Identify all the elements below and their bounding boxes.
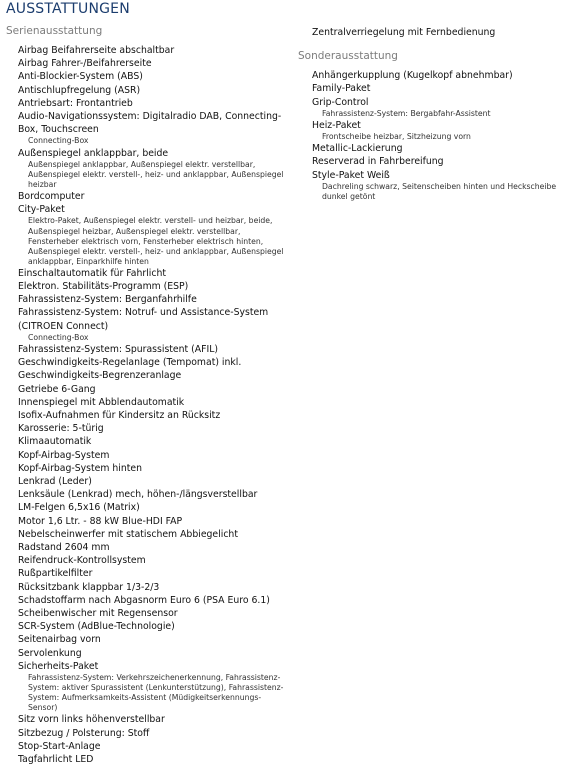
equipment-item-detail: Dachreling schwarz, Seitenscheiben hinten und Heckscheibe dunkel getönt (322, 181, 557, 201)
equipment-item: Lenkrad (Leder) (18, 476, 92, 488)
section-heading-standard: Serienausstattung (6, 25, 103, 37)
equipment-item-detail: Frontscheibe heizbar, Sitzheizung vorn (322, 132, 471, 142)
standard-equipment-list-continued (298, 26, 570, 39)
page-title: AUSSTATTUNGEN (6, 1, 130, 17)
equipment-item-detail: Connecting-Box (28, 136, 89, 146)
equipment-item: Fahrassistenz-System: Spurassistent (AFIL) (18, 343, 219, 355)
equipment-item-detail: Fahrassistenz-System: Verkehrszeichenerkennung, Fahrassistenz-System: aktiver Spurassistent (Lenkunterstützung), Fahrassistenz-System: Aufmerksamkeits-Assistent (Müdigkeitserkennungs-Sensor) (28, 673, 284, 713)
standard-equipment-list (6, 44, 286, 766)
equipment-item: Heiz-Paket (312, 119, 361, 131)
equipment-item: Lenksäule (Lenkrad) mech, höhen-/längsverstellbar (18, 489, 258, 501)
equipment-item: Tagfahrlicht LED (18, 754, 94, 766)
equipment-item: Einschaltautomatik für Fahrlicht (18, 267, 167, 279)
equipment-item: Fahrassistenz-System: Notruf- und Assistance-System (CITROEN Connect) (18, 307, 269, 332)
equipment-item: Anti-Blockier-System (ABS) (18, 71, 143, 83)
equipment-item: Kopf-Airbag-System (18, 449, 110, 461)
equipment-item: Radstand 2604 mm (18, 542, 110, 554)
equipment-item: Elektron. Stabilitäts-Programm (ESP) (18, 281, 189, 293)
equipment-item: Antriebsart: Frontantrieb (18, 97, 133, 109)
equipment-item: Fahrassistenz-System: Berganfahrhilfe (18, 294, 197, 306)
equipment-item: Stop-Start-Anlage (18, 740, 101, 752)
equipment-item: Motor 1,6 Ltr. - 88 kW Blue-HDI FAP (18, 515, 183, 527)
equipment-item-detail: Connecting-Box (28, 332, 89, 342)
equipment-item-detail: Fahrassistenz-System: Bergabfahr-Assistent (322, 108, 491, 118)
section-heading-optional: Sonderausstattung (298, 50, 398, 63)
equipment-item: Reifendruck-Kontrollsystem (18, 555, 146, 567)
equipment-item: Metallic-Lackierung (312, 143, 403, 155)
equipment-item: Innenspiegel mit Abblendautomatik (18, 396, 185, 408)
equipment-item: Bordcomputer (18, 191, 85, 202)
equipment-item: Geschwindigkeits-Regelanlage (Tempomat) inkl. Geschwindigkeits-Begrenzeranlage (18, 357, 242, 382)
equipment-item: Karosserie: 5-türig (18, 423, 104, 435)
right-column (298, 24, 570, 202)
equipment-item: Style-Paket Weiß (312, 169, 390, 181)
equipment-item: Schadstoffarm nach Abgasnorm Euro 6 (PSA Euro 6.1) (18, 594, 270, 606)
equipment-item: Klimaautomatik (18, 436, 92, 448)
equipment-item: Anhängerkupplung (Kugelkopf abnehmbar) (312, 70, 513, 82)
equipment-item: City-Paket (18, 204, 65, 216)
left-column (6, 24, 286, 766)
equipment-item: Kopf-Airbag-System hinten (18, 462, 143, 474)
equipment-item: Außenspiegel anklappbar, beide (18, 147, 169, 159)
equipment-item: Nebelscheinwerfer mit statischem Abbiegelicht (18, 528, 238, 540)
equipment-item-detail: Außenspiegel anklappbar, Außenspiegel elektr. verstellbar, Außenspiegel elektr. verstell-, heiz- und anklappbar, Außenspiegel heizbar (28, 159, 284, 189)
equipment-item: Sitz vorn links höhenverstellbar (18, 714, 165, 726)
equipment-item: Airbag Beifahrerseite abschaltbar (18, 45, 175, 56)
equipment-item: Isofix-Aufnahmen für Kindersitz an Rücksitz (18, 410, 221, 421)
equipment-item: Rücksitzbank klappbar 1/3-2/3 (18, 581, 160, 593)
equipment-item: Seitenairbag vorn (18, 634, 101, 646)
equipment-item: LM-Felgen 6,5x16 (Matrix) (18, 502, 140, 514)
equipment-item: Antischlupfregelung (ASR) (18, 84, 141, 96)
equipment-item: Rußpartikelfilter (18, 568, 93, 580)
optional-equipment-list (298, 69, 570, 202)
equipment-item: Getriebe 6-Gang (18, 383, 96, 395)
equipment-item: Reserverad in Fahrbereifung (312, 156, 444, 168)
equipment-item: Zentralverriegelung mit Fernbedienung (312, 27, 496, 38)
equipment-item: SCR-System (AdBlue-Technologie) (18, 621, 175, 633)
equipment-item: Family-Paket (312, 83, 371, 95)
equipment-item: Airbag Fahrer-/Beifahrerseite (18, 58, 152, 70)
equipment-item: Servolenkung (18, 647, 82, 659)
equipment-item: Grip-Control (312, 96, 369, 108)
equipment-item-detail: Elektro-Paket, Außenspiegel elektr. verstell- und heizbar, beide, Außenspiegel heizbar, Außenspiegel elektr. verstellbar, Fensterheber elektrisch vorn, Fensterheber elektrisch hinten, Außenspiegel elektr. verstell-, heiz- und anklappbar, Außenspiegel anklappbar, Einparkhilfe hinten (28, 216, 284, 266)
equipment-item: Scheibenwischer mit Regensensor (18, 608, 178, 620)
equipment-item: Audio-Navigationssystem: Digitalradio DAB, Connecting-Box, Touchscreen (18, 111, 282, 136)
equipment-item: Sicherheits-Paket (18, 660, 99, 672)
equipment-item: Sitzbezug / Polsterung: Stoff (18, 727, 150, 739)
